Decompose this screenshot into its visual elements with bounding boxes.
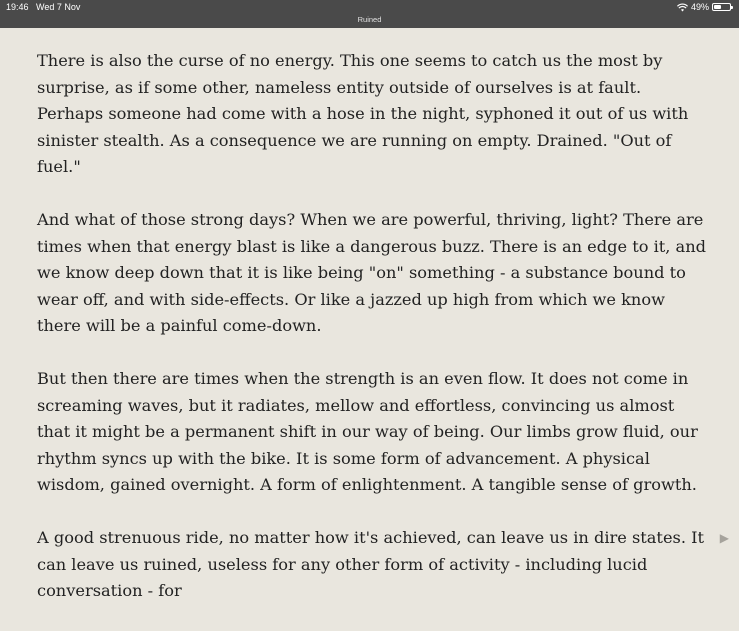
status-bar <box>0 0 739 28</box>
wifi-icon <box>677 3 688 12</box>
book-title: Ruined <box>357 15 382 24</box>
status-indicators <box>677 2 731 12</box>
battery-cap <box>731 6 733 9</box>
battery-fill <box>714 5 721 9</box>
battery-icon <box>712 3 731 11</box>
status-date: Wed 7 Nov <box>36 2 81 12</box>
next-page-arrow-icon[interactable]: ▶ <box>719 531 729 545</box>
battery-percent: 49% <box>690 2 709 12</box>
paragraph: A good strenuous ride, no matter how it's achieved, can leave us in dire states. It can leave us ruined, useless for any other form of activity - including lucid conversation - for <box>37 527 705 601</box>
page-content[interactable] <box>37 48 709 631</box>
paragraph: But then there are times when the strength is an even flow. It does not come in screaming waves, but it radiates, mellow and effortless, convincing us almost that it might be a permanent shift in our way of being. Our limbs grow fluid, our rhythm syncs up with the bike. It is some form of advancement. A physical wisdom, gained overnight. A form of enlightenment. A tangible sense of growth. <box>37 368 698 495</box>
paragraph: And what of those strong days? When we are powerful, thriving, light? There are times when that energy blast is like a dangerous buzz. There is an edge to it, and we know deep down that it is like being "on" something - a substance bound to wear off, and with side-effects. Or like a jazzed up high from which we know there will be a painful come-down. <box>37 209 706 336</box>
paragraph: There is also the curse of no energy. This one seems to catch us the most by surprise, as if some other, nameless entity outside of ourselves is at fault. Perhaps someone had come with a hose in the night, syphoned it out of us with sinister stealth. As a consequence we are running on empty. Drained. "Out of fuel." <box>37 51 689 177</box>
status-time: 19:46 <box>6 2 29 12</box>
